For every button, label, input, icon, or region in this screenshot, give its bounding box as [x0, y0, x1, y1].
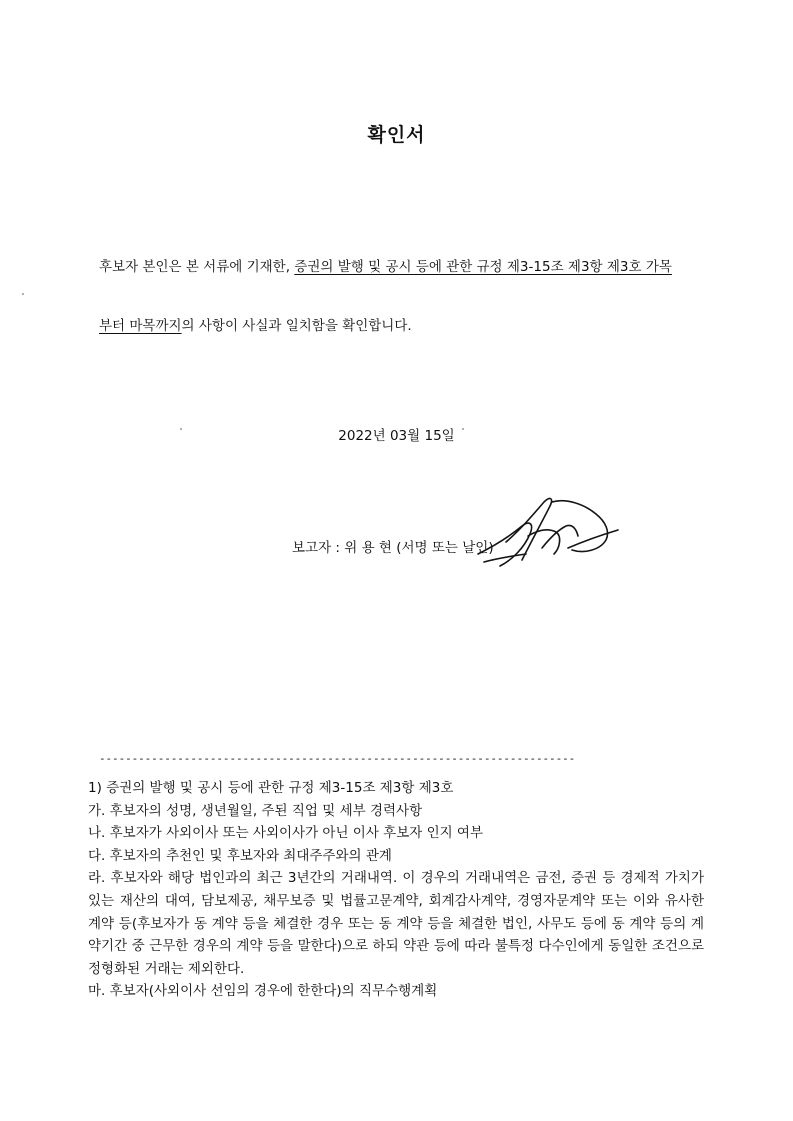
scan-speck — [22, 293, 24, 295]
document-date: 2022년 03월 15일 — [338, 428, 455, 444]
regulation-range: 부터 마목까지 — [99, 318, 182, 334]
handwritten-signature — [472, 490, 622, 572]
footnote-item-na: 나. 후보자가 사외이사 또는 사외이사가 아닌 이사 후보자 인지 여부 — [88, 825, 484, 842]
footnote-separator: ------------------------------------------------------------------------- — [99, 752, 576, 765]
statement-confirmation: 의 사항이 사실과 일치함을 확인합니다. — [181, 318, 412, 334]
footnote-item-da: 다. 후보자의 추천인 및 후보자와 최대주주와의 관계 — [88, 847, 392, 864]
document-title: 확인서 — [367, 124, 426, 146]
footnote-item-ma: 마. 후보자(사외이사 선임의 경우에 한한다)의 직무수행계획 — [88, 983, 438, 1000]
reporter-line: 보고자 : 위 용 현 (서명 또는 날인) — [292, 540, 494, 556]
statement-line-1 — [99, 255, 672, 275]
footnotes — [88, 777, 704, 1003]
statement-line-2 — [99, 314, 412, 334]
footnote-item-ga: 가. 후보자의 성명, 생년월일, 주된 직업 및 세부 경력사항 — [88, 802, 423, 819]
footnote-item-ra: 라. 후보자와 해당 법인과의 최근 3년간의 거래내역. 이 경우의 거래내역은 금전, 증권 등 경제적 가치가 있는 재산의 대여, 담보제공, 채무보증 및 법률고문계약, 회계감사계약, 경영자문계약 또는 이와 유사한 계약 등(후보자가 동 계약 등을 체결한 경우 또는 동 계약 등을 체결한 법인, 사무도 등에 동 계약 등의 계약기간 중 근무한 경우의 계약 등을 말한다)으로 하되 약관 등에 따라 불특정 다수인에게 동일한 조건으로 정형화된 거래는 제외한다. — [88, 870, 704, 977]
footnote-heading: 1) 증권의 발행 및 공시 등에 관한 규정 제3-15조 제3항 제3호 — [88, 780, 454, 796]
scan-speck — [462, 428, 464, 430]
regulation-reference: 증권의 발행 및 공시 등에 관한 규정 제3-15조 제3항 제3호 가목 — [294, 259, 672, 275]
statement-intro: 후보자 본인은 본 서류에 기재한, — [99, 259, 295, 275]
scan-speck — [180, 428, 182, 430]
